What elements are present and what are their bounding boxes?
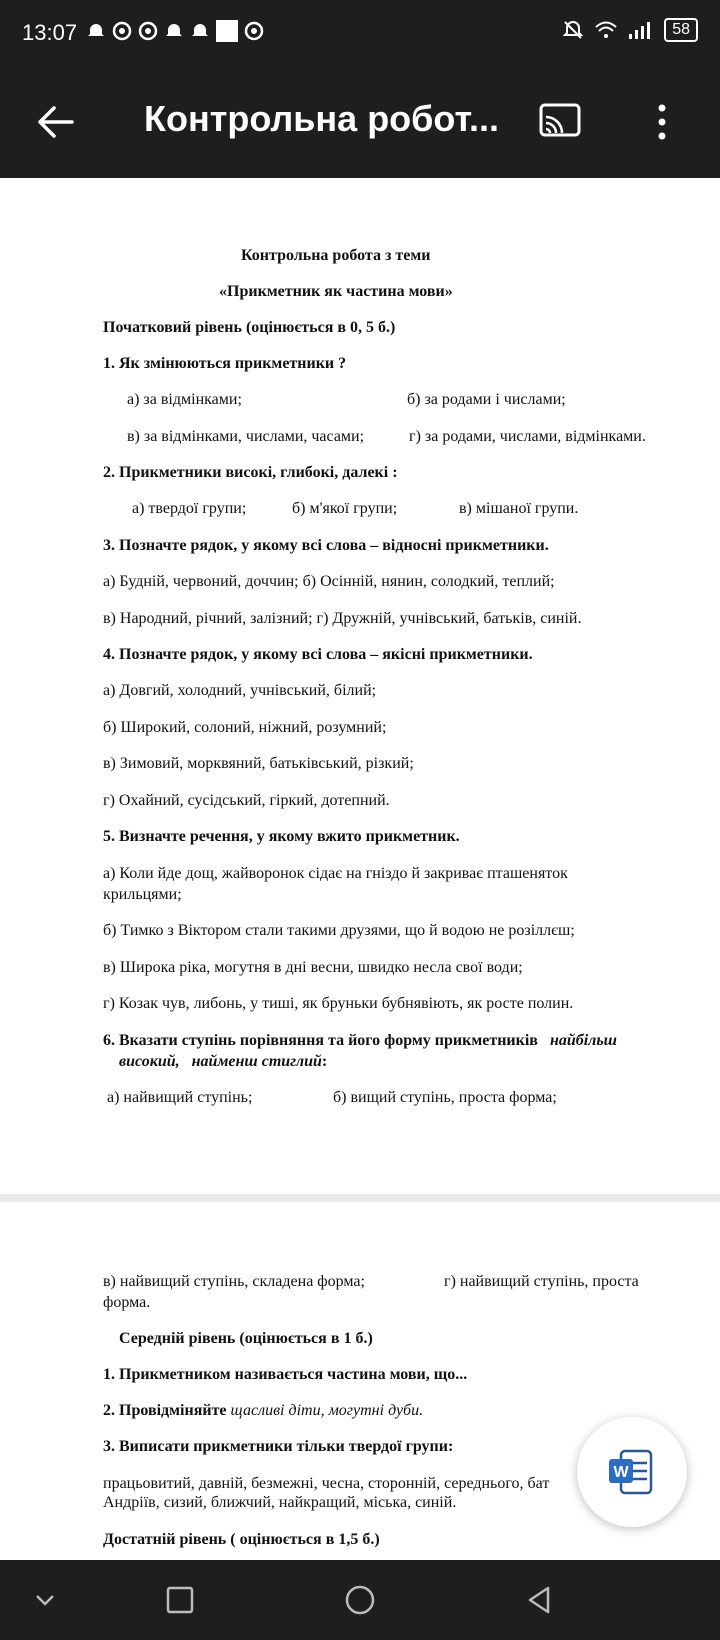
bell-off-icon	[562, 19, 584, 41]
answer-option: а) твердої групи;	[132, 500, 247, 517]
question-3: 3. Позначте рядок, у якому всі слова – відносні прикметники.	[103, 537, 549, 554]
answer-option: в) Народний, річний, залізний; г) Дружній, учнівський, батьків, синій.	[103, 610, 582, 627]
word-icon	[607, 1449, 655, 1495]
answer-option: в) Зимовий, морквяний, батьківський, різкий;	[103, 755, 414, 772]
back-arrow-icon[interactable]	[36, 102, 76, 142]
battery-indicator: 58	[664, 18, 698, 42]
open-in-word-button[interactable]	[577, 1417, 687, 1527]
cast-icon[interactable]	[539, 103, 581, 139]
answer-option: б) Тимко з Віктором стали такими друзями, що й водою не розіллєш;	[103, 922, 575, 939]
medium-question-2-italic: щасливі діти, могутні дуби.	[230, 1402, 424, 1419]
signal-icon	[628, 20, 654, 40]
answer-option: в) за відмінками, числами, часами;	[127, 428, 365, 445]
answer-option: б) вищий ступінь, проста форма;	[333, 1089, 557, 1106]
wifi-icon	[594, 20, 618, 40]
document-title: Контрольна робот...	[144, 98, 499, 139]
answer-option: в) мішаної групи.	[459, 500, 579, 517]
question-5: 5. Визначте речення, у якому вжито прикметник.	[103, 828, 460, 845]
word-letter: W	[613, 1464, 629, 1481]
more-options-icon[interactable]	[652, 102, 672, 142]
answer-option: б) м'якої групи;	[292, 500, 398, 517]
clock: 13:07	[22, 20, 78, 45]
question-6-text: 6. Вказати ступінь порівняння та його форму прикметників	[103, 1032, 538, 1049]
answer-option: в) найвищий ступінь, складена форма;	[103, 1273, 365, 1290]
app-bar	[0, 66, 720, 178]
answer-option-continued: крильцями;	[103, 886, 182, 903]
answer-option: г) Охайний, сусідський, гіркий, дотепний.	[103, 792, 390, 809]
answer-option: а) Коли йде дощ, жайворонок сідає на гніздо й закриває пташеняток	[103, 865, 568, 882]
medium-question-1: 1. Прикметником називається частина мови, що...	[103, 1366, 468, 1383]
document-page-1	[0, 178, 720, 1194]
chrome-icon	[138, 21, 158, 41]
answer-option: б) Широкий, солоний, ніжний, розумний;	[103, 719, 387, 736]
question-6-continued	[119, 1051, 327, 1072]
question-6-colon: :	[321, 1053, 328, 1070]
answer-option: г) за родами, числами, відмінками.	[409, 428, 646, 445]
level-sufficient-heading: Достатній рівень ( оцінюється в 1,5 б.)	[103, 1531, 380, 1548]
medium-question-2	[103, 1400, 423, 1421]
medium-question-2-text: 2. Провідміняйте	[103, 1402, 227, 1419]
question-6-italic: високий,	[119, 1053, 180, 1070]
home-icon[interactable]	[344, 1584, 376, 1616]
answer-option: б) за родами і числами;	[407, 391, 566, 408]
answer-option: г) найвищий ступінь, проста	[444, 1273, 639, 1290]
word-list-line: працьовитий, давній, безмежні, чесна, сторонній, середнього, бат	[103, 1475, 550, 1492]
question-1: 1. Як змінюються прикметники ?	[103, 355, 347, 372]
alarm-icon	[190, 21, 210, 41]
back-triangle-icon[interactable]	[524, 1584, 556, 1616]
question-4: 4. Позначте рядок, у якому всі слова – якісні прикметники.	[103, 646, 533, 663]
alarm-icon	[86, 21, 106, 41]
answer-option: а) Довгий, холодний, учнівський, білий;	[103, 682, 377, 699]
system-navigation-bar	[0, 1560, 720, 1640]
page-separator	[0, 1194, 720, 1202]
chevron-down-icon[interactable]	[29, 1584, 61, 1616]
answer-option: а) найвищий ступінь;	[107, 1089, 253, 1106]
square-icon	[216, 20, 238, 42]
question-6-italic: найбільш	[549, 1032, 617, 1049]
recents-icon[interactable]	[164, 1584, 196, 1616]
doc-heading-2: «Прикметник як частина мови»	[219, 283, 453, 300]
alarm-icon	[164, 21, 184, 41]
chrome-icon	[112, 21, 132, 41]
question-6	[103, 1030, 617, 1051]
answer-option: а) за відмінками;	[127, 391, 242, 408]
level-medium-heading: Середній рівень (оцінюється в 1 б.)	[119, 1330, 373, 1347]
status-bar	[0, 0, 720, 66]
word-list-line: Андріїв, сизий, ближчий, найкращий, міська, синій.	[103, 1494, 457, 1511]
notification-icons	[86, 20, 264, 42]
answer-option: г) Козак чув, либонь, у тиші, як бруньки бубнявіють, як росте полин.	[103, 995, 574, 1012]
level-initial-heading: Початковий рівень (оцінюється в 0, 5 б.)	[103, 319, 396, 336]
answer-option: в) Широка ріка, могутня в дні весни, швидко несла свої води;	[103, 959, 523, 976]
chrome-icon	[244, 21, 264, 41]
medium-question-3: 3. Виписати прикметники тільки твердої групи:	[103, 1438, 454, 1455]
question-2: 2. Прикметники високі, глибокі, далекі :	[103, 464, 398, 481]
doc-heading-1: Контрольна робота з теми	[241, 247, 431, 264]
answer-option: а) Будній, червоний, доччин; б) Осінній, нянин, солодкий, теплий;	[103, 573, 555, 590]
answer-option-continued: форма.	[103, 1294, 151, 1311]
question-6-italic: найменш стиглий	[191, 1053, 322, 1070]
